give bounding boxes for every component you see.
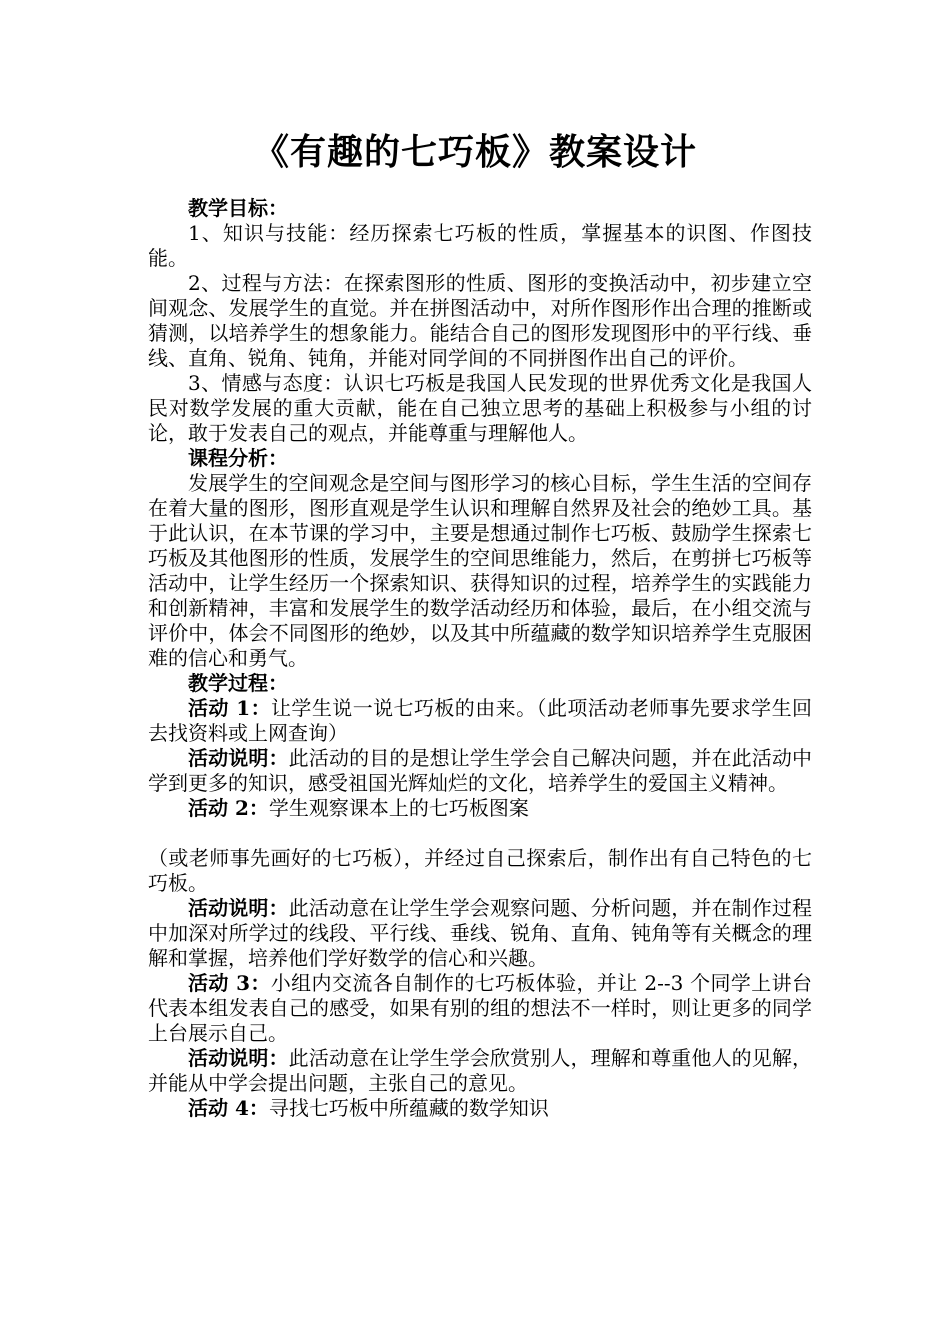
activity-1-note-text: 此活动的目的是想让学生学会自己解决问题，并在此活动中学到更多的知识，感受祖国光辉灿烂的文化，培养学生的爱国主义精神。 xyxy=(148,746,813,795)
activity-2-note xyxy=(148,896,812,971)
analysis-heading: 课程分析： xyxy=(188,446,288,470)
activity-1 xyxy=(148,696,812,746)
objectives-heading: 教学目标： xyxy=(188,196,288,220)
document-title: 《有趣的七巧板》教案设计 xyxy=(252,131,697,173)
activity-3-text: 小组内交流各自制作的七巧板体验，并让 2--3 个同学上讲台代表本组发表自己的感受，如果有别的组的想法不一样时，则让更多的同学上台展示自己。 xyxy=(148,971,812,1045)
activity-2-continued: （或老师事先画好的七巧板），并经过自己探索后，制作出有自己特色的七巧板。 xyxy=(148,846,812,895)
activity-2-note-text: 此活动意在让学生学会观察问题、分析问题，并在制作过程中加深对所学过的线段、平行线、垂线、锐角、直角、钝角等有关概念的理解和掌握，培养他们学好数学的信心和兴趣。 xyxy=(148,896,813,970)
process-heading: 教学过程： xyxy=(188,671,288,695)
activity-3 xyxy=(148,971,812,1046)
activity-3-note-text: 此活动意在让学生学会欣赏别人，理解和尊重他人的见解，并能从中学会提出问题，主张自己的意见。 xyxy=(148,1046,813,1095)
activity-4-text: 寻找七巧板中所蕴藏的数学知识 xyxy=(268,1096,549,1120)
activity-3-note xyxy=(148,1046,812,1096)
activity-2 xyxy=(148,796,812,821)
activity-2-label: 活动 2： xyxy=(188,796,269,820)
activity-1-note xyxy=(148,746,812,796)
activity-4 xyxy=(148,1096,812,1121)
activity-1-note-label: 活动说明： xyxy=(188,746,289,770)
objective-3: 3、情感与态度：认识七巧板是我国人民发现的世界优秀文化是我国人民对数学发展的重大贡献，能在自己独立思考的基础上积极参与小组的讨论，敢于发表自己的观点，并能尊重与理解他人。 xyxy=(148,371,812,445)
activity-1-text: 让学生说一说七巧板的由来。（此项活动老师事先要求学生回去找资料或上网查询） xyxy=(148,696,812,745)
activity-2-text: 学生观察课本上的七巧板图案 xyxy=(268,796,529,820)
analysis-text: 发展学生的空间观念是空间与图形学习的核心目标，学生生活的空间存在着大量的图形，图形直观是学生认识和理解自然界及社会的绝妙工具。基于此认识，在本节课的学习中，主要是想通过制作七巧板、鼓励学生探索七巧板及其他图形的性质，发展学生的空间思维能力，然后，在剪拼七巧板等活动中，让学生经历一个探索知识、获得知识的过程，培养学生的实践能力和创新精神，丰富和发展学生的数学活动经历和体验，最后，在小组交流与评价中，体会不同图形的绝妙，以及其中所蕴藏的数学知识培养学生克服困难的信心和勇气。 xyxy=(148,471,812,670)
document-body xyxy=(148,196,812,1121)
activity-1-label: 活动 1： xyxy=(188,696,271,720)
activity-4-label: 活动 4： xyxy=(188,1096,269,1120)
activity-3-note-label: 活动说明： xyxy=(188,1046,289,1070)
activity-3-label: 活动 3： xyxy=(188,971,271,995)
activity-2-note-label: 活动说明： xyxy=(188,896,289,920)
objective-2: 2、过程与方法：在探索图形的性质、图形的变换活动中，初步建立空间观念、发展学生的直觉。并在拼图活动中，对所作图形作出合理的推断或猜测，以培养学生的想象能力。能结合自己的图形发现图形中的平行线、垂线、直角、锐角、钝角，并能对同学间的不同拼图作出自己的评价。 xyxy=(148,271,812,370)
objective-1: 1、知识与技能：经历探索七巧板的性质，掌握基本的识图、作图技能。 xyxy=(148,221,812,270)
